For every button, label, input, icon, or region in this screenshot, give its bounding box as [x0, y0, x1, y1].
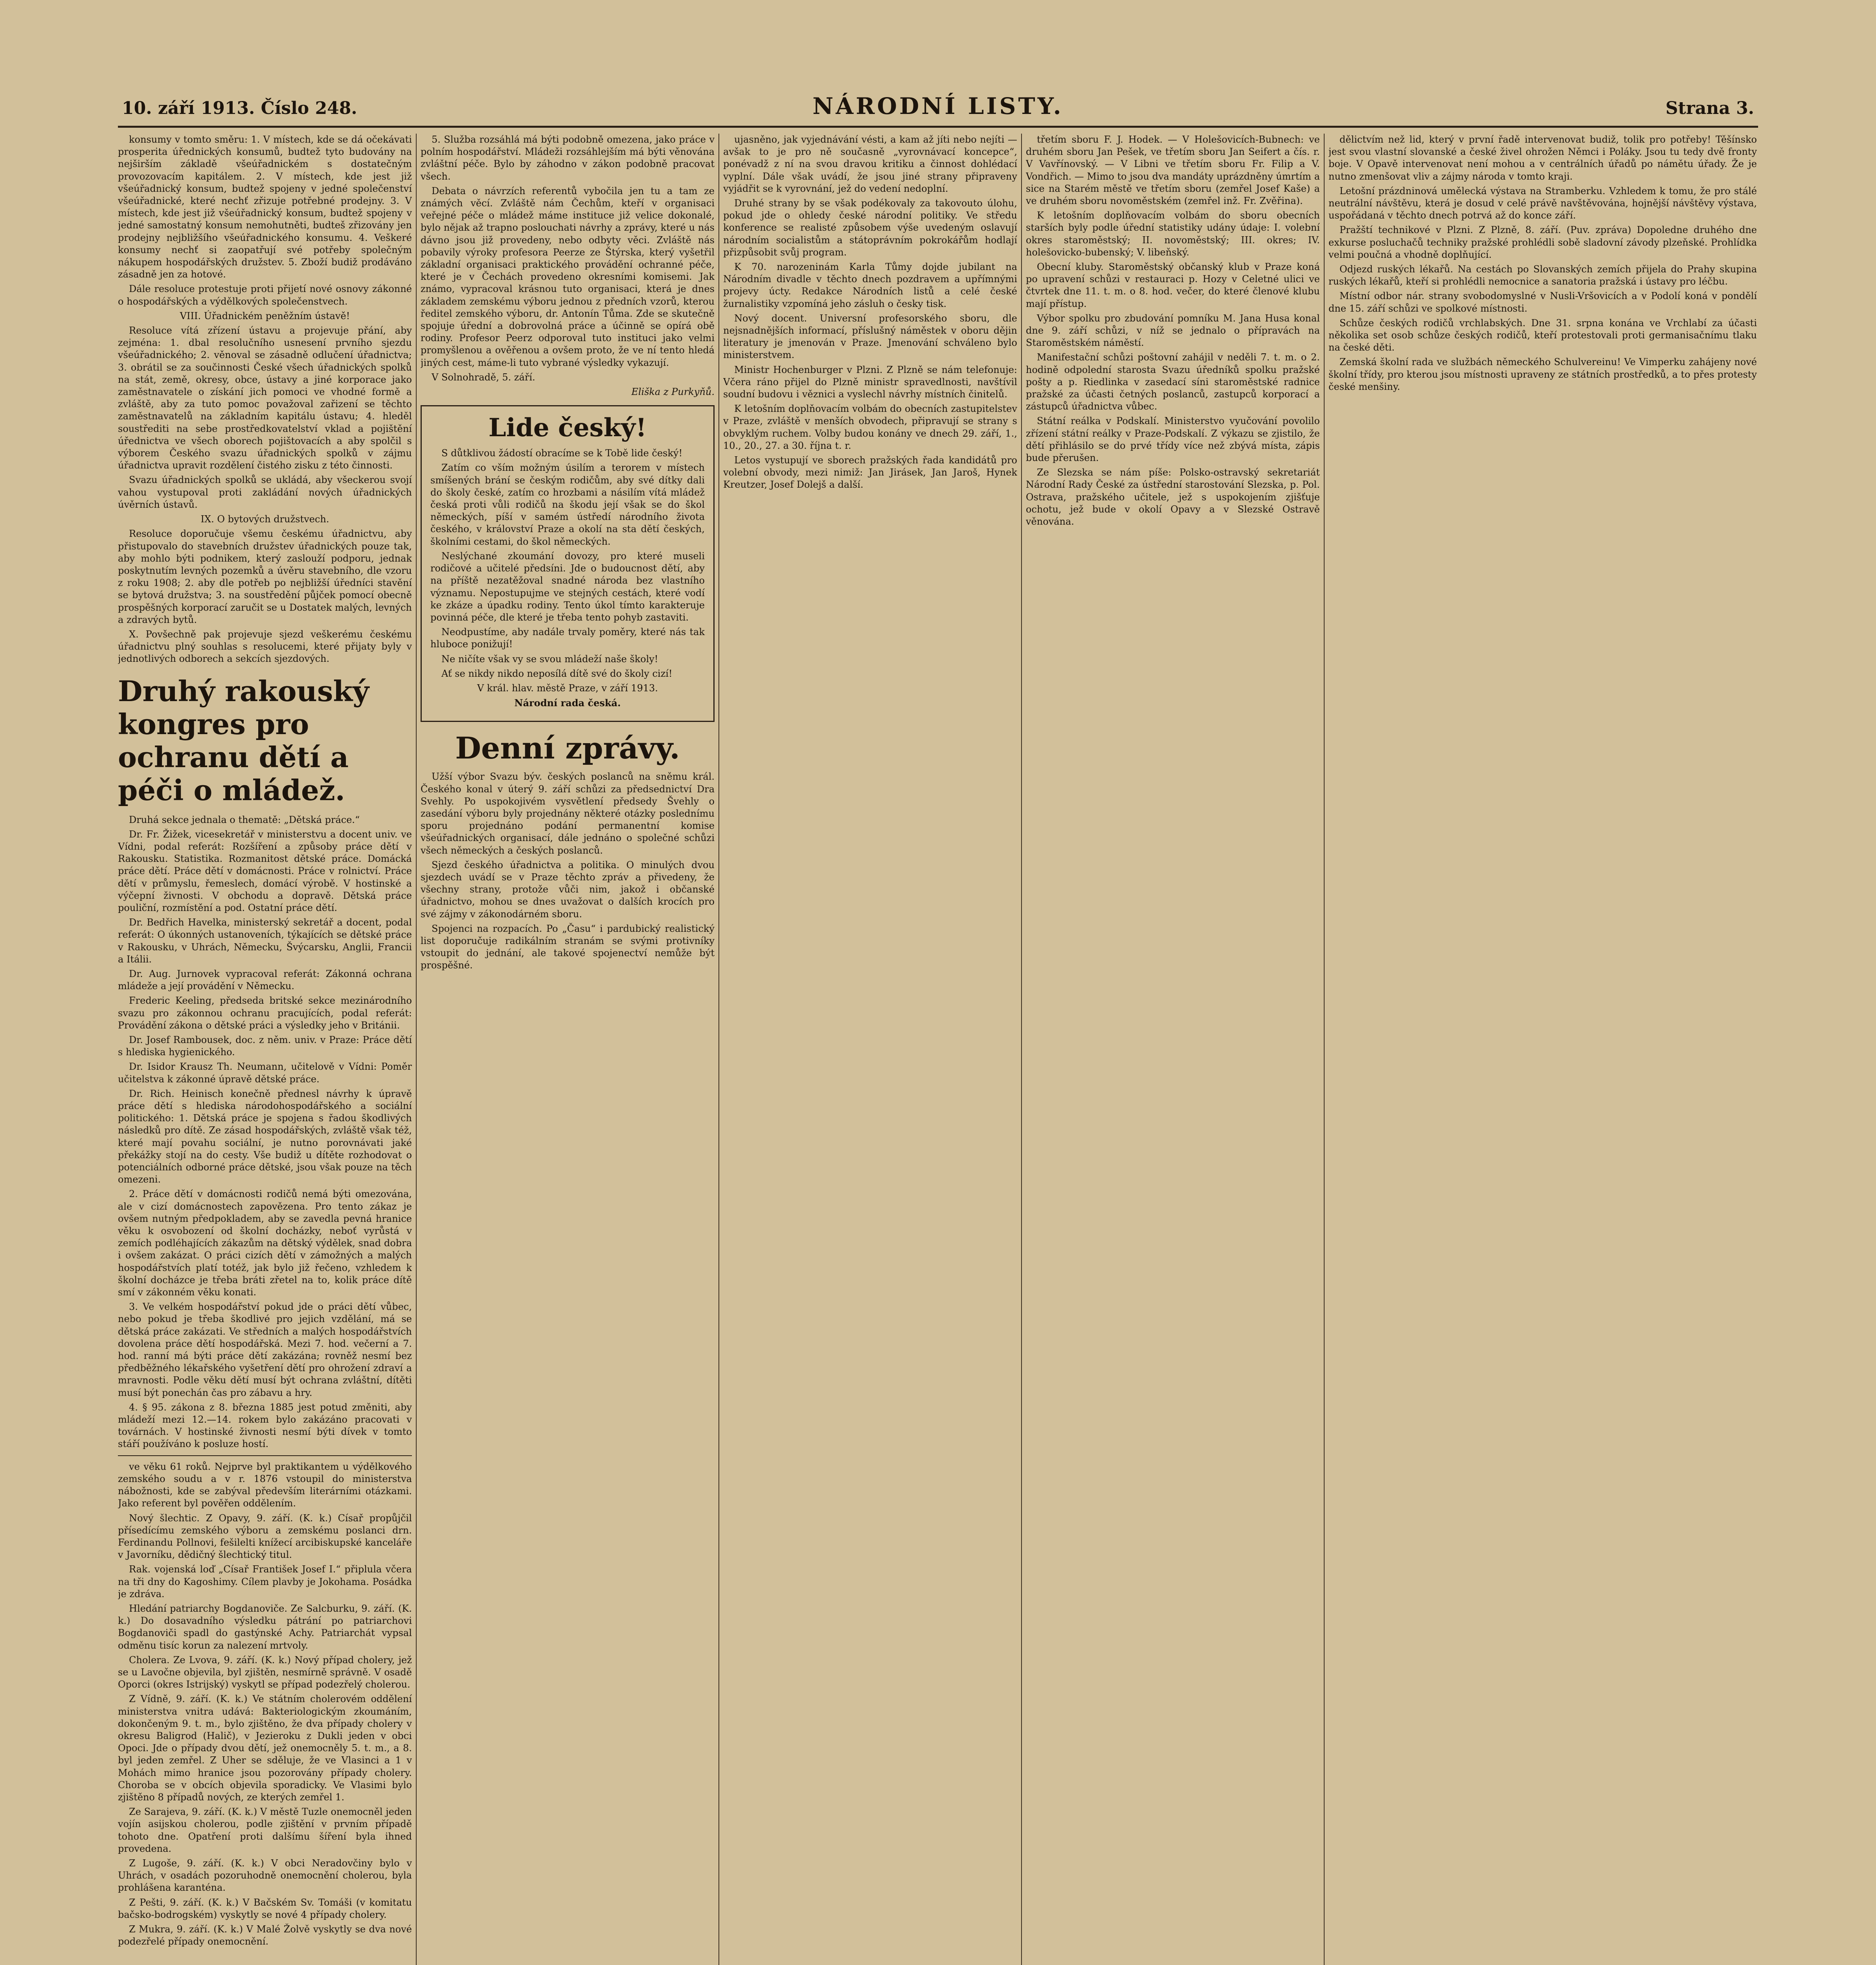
article-paragraph: Frederic Keeling, předseda britské sekce mezinárodního svazu pro zákonnou ochranu pracujících, podal referát: Provádění zákona o dětské práci a výsledky jeho v Británii. [118, 995, 412, 1031]
article-paragraph: Svazu úřadnických spolků se ukládá, aby všeckerou svojí vahou vystupoval proti zakládání nových úřadnických úvěrních ústavů. [118, 474, 412, 510]
article-paragraph: 3. Ve velkém hospodářství pokud jde o práci dětí vůbec, nebo pokud je třeba škodlivé pro jejich vzdělání, má se dětská práce zakázati. Ve středních a malých hospodářstvích dovolena práce dětí hospodářská. Mezi 7. hod. večerní a 7. hod. ranní má býti práce dětí zakázána; rovněž nesmí bez předběžného lékařského vyšetření dětí pro ohrožení zdraví a mravnosti. Podle věku dětí musí být ochrana zvláštní, dítěti musí být ponechán čas pro zábavu a hry. [118, 1301, 412, 1398]
article-paragraph: Nový docent. Universní profesorského sboru, dle nejsnadnějších informací, příslušný náměstek v oboru dějin literatury je jmenován v Praze. Jmenování schváleno bylo ministerstvem. [723, 312, 1017, 361]
newspaper-title: NÁRODNÍ LISTY. [812, 93, 1064, 119]
masthead-rule [118, 126, 1758, 128]
article-paragraph: Dr. Bedřich Havelka, ministerský sekretář a docent, podal referát: O úkonných ustanoveních, týkajících se dětské práce v Rakousku, v Uhrách, Německu, Švýcarsku, Anglii, Francii a Itálii. [118, 917, 412, 965]
article-paragraph: Z Mukra, 9. září. (K. k.) V Malé Žolvě vyskytly se dva nové podezřelé případy onemocnění. [118, 1924, 412, 1947]
article-paragraph: K letošním doplňovacím volbám do obecních zastupitelstev v Praze, zvláště v menších obvodech, připravují se strany s obvyklým ruchem. Volby budou konány ve dnech 29. září, 1., 10., 20., 27. a 30. října t. r. [723, 403, 1017, 451]
article-paragraph: Ministr Hochenburger v Plzni. Z Plzně se nám telefonuje: Včera ráno přijel do Plzně ministr spravedlnosti, navštívil soudní budovu i věznici a vyslechl návrhy místních činitelů. [723, 364, 1017, 400]
article-paragraph: ujasněno, jak vyjednávání vésti, a kam až jíti nebo nejíti — avšak to je pro ně současně „vyrovnávací koncepce“, ponévadž z ní na svou dravou kritiku a činnost dohlédací vyplní. Dále však uvádí, že jsou jiné strany připraveny vyjádřit se k vyrovnání, jež do vedení nedoplní. [723, 134, 1017, 194]
article-paragraph: Místní odbor nár. strany svobodomyslné v Nusli-Vršovicích a v Podolí koná v pondělí dne 15. září schůzi ve spolkové místnosti. [1328, 290, 1757, 314]
article-paragraph: Ze Sarajeva, 9. září. (K. k.) V městě Tuzle onemocněl jeden vojín asijskou cholerou, podle zjištění v prvním případě tohoto dne. Opatření proti dalšímu šíření byla ihned provedena. [118, 1806, 412, 1854]
col3-paragraphs [723, 134, 1017, 491]
article-paragraph: Z Vídně, 9. září. (K. k.) Ve státním cholerovém oddělení ministerstva vnitra udává: Bakteriologickým zkoumáním, dokončeným 9. t. m., bylo zjištěno, že dva případy cholery v okresu Baligrod (Halič), v Jezieroku z Dukli jeden v obci Opoci. Jde o případy dvou dětí, jež onemocněly 5. t. m., a 8. byl jeden zemřel. Z Uher se sděluje, že ve Vlasinci a 1 v Mohách mimo hranice jsou pozorovány případy cholery. Choroba se v obcích objevila sporadicky. Ve Vlasimi bylo zjištěno 8 případů nových, ze kterých zemřel 1. [118, 1693, 412, 1803]
article-paragraph: Neodpustíme, aby nadále trvaly poměry, které nás tak hluboce ponižují! [430, 626, 705, 650]
author-signature: Eliška z Purkyňů. [631, 386, 715, 398]
article-paragraph: Dr. Fr. Žižek, vicesekretář v ministerstvu a docent univ. ve Vídni, podal referát: Rozšíření a způsoby práce dětí v Rakousku. Statistika. Rozmanitost dětské práce. Domácká práce dětí. Práce dětí v domácnosti. Práce v rolnictví. Práce dětí v průmyslu, řemeslech, domácí výrobě. V hostinské a výčepní živnosti. V obchodu a dopravě. Dětská práce pouliční, rozmístění a pod. Ostatní práce dětí. [118, 828, 412, 913]
column-divider [416, 134, 417, 1965]
article-paragraph: Nový šlechtic. Z Opavy, 9. září. (K. k.) Císař propůjčil přísedícímu zemského výboru a zemskému poslanci drn. Ferdinandu Pollnovi, fešilelti knížecí arcibiskupské kanceláře v Javorníku, dědičný šlechtický titul. [118, 1512, 412, 1561]
article-paragraph: IX. O bytových družstvech. [200, 514, 329, 525]
section-title-daily-news: Denní zprávy. [455, 731, 680, 766]
appeal-paragraphs [430, 447, 705, 694]
col1-paragraphs-2 [118, 814, 412, 1451]
col4-paragraphs [1026, 134, 1320, 528]
article-paragraph: Dr. Isidor Krausz Th. Neumann, učitelově v Vídni: Poměr učitelstva k zákonné úpravě dětské práce. [118, 1061, 412, 1085]
article-paragraph: Resoluce vítá zřízení ústavu a projevuje přání, aby zejména: 1. dbal resolučního usnesení prvního sjezdu všeúřadnického; 2. věnoval se zásadně odlučení úřadnictva; 3. obrátil se za součinnosti České všech úřadnických spolků na stát, země, okresy, obce, ústavy a jiné korporace jako zaměstnavatele o získání jich pomoci ve vhodné formě a zvláště, aby za tuto pomoc považoval zařizení se těchto zaměstnavatelů na základním kapitálu ústavu; 4. hleděl soustřediti na sebe prostředkovatelství vklad a pojištění úřednictva ve všech oborech pojištovacích a aby spolčil s výborem Českého svazu úřadnických spolků v zájmu úřadnictva upravit rozdělení čistého zisku z této činnosti. [118, 325, 412, 471]
article-paragraph: Ne ničíte však vy se svou mládeží naše školy! [441, 653, 658, 665]
appeal-title: Lide český! [488, 413, 647, 443]
article-paragraph: Spojenci na rozpacích. Po „Času“ i pardubický realistický list doporučuje radikálním stranám se svými protivníky vstoupit do jednání, ale takové spojenectví nemůže být prospěšné. [421, 923, 715, 971]
article-paragraph: Užší výbor Svazu býv. českých poslanců na sněmu král. Českého konal v úterý 9. září schůzi za předsednictví Dra Svehly. Po uspokojivém vysvětlení předsedy Švehly o zasedání výboru byly projednány některé otázky poslednímu sporu projednáno podání permanentní komise všeúřadnických organisací, dále jednáno o společné schůzi všech německých a českých poslanců. [421, 771, 715, 856]
article-paragraph: Schůze českých rodičů vrchlabských. Dne 31. srpna konána ve Vrchlabí za účasti několika set osob schůze českých rodičů, kteří protestovali proti germanisačnímu tlaku na české děti. [1328, 317, 1757, 353]
article-paragraph: V král. hlav. městě Praze, v září 1913. [477, 682, 658, 694]
article-paragraph: Pražští technikové v Plzni. Z Plzně, 8. září. (Puv. zpráva) Dopoledne druhého dne exkurse posluchačů techniky pražské prohlédli sobě sladovní závody plzeňské. Prohlídka velmi poučná a vhodně doplňující. [1328, 224, 1757, 260]
column-divider [1021, 134, 1022, 1965]
article-paragraph: Letošní prázdninová umělecká výstava na Stramberku. Vzhledem k tomu, že pro stálé neutrální návštěvu, která je dosud v celé právě navštěvována, hojnější návštěvy výstava, uspořádaná v těchto dnech potrvá až do konce září. [1328, 185, 1757, 221]
column-5 [1328, 134, 1757, 1965]
article-paragraph: Ať se nikdy nikdo neposílá dítě své do školy cizí! [441, 668, 672, 679]
article-paragraph: Druhá sekce jednala o thematě: „Dětská práce.“ [129, 814, 360, 825]
page-number: Strana 3. [1665, 98, 1754, 118]
article-paragraph: Dále resoluce protestuje proti přijetí nové osnovy zákonné o hospodářských a výdělkových společenstvech. [118, 283, 412, 307]
col1-paragraphs [118, 134, 412, 665]
article-paragraph: Dr. Rich. Heinisch konečně přednesl návrhy k úpravě práce dětí s hlediska národohospodářského a sociální politického: 1. Dětská práce je spojena s řadou škodlivých následků pro dítě. Ze zásad hospodářských, zvláště však též, které mají povahu sociální, je nutno porovnávati jaké překážky stojí na do cesty. Vše budiž u dítěte rozhodovat o potenciálních odborné práce dětské, jsou však pouze na těch omezeni. [118, 1088, 412, 1185]
article-paragraph: Obecní kluby. Staroměstský občanský klub v Praze koná po upravení schůzi v restauraci p. Hozy v Celetné ulici ve čtvrtek dne 11. t. m. o 8. hod. večer, do které členové klubu mají přístup. [1026, 261, 1320, 309]
appeal-signature: Národní rada česká. [514, 697, 621, 709]
article-paragraph: X. Povšechně pak projevuje sjezd veškerému českému úřadnictvu plný souhlas s resolucemi, které přijaty byly v jednotlivých odborech a sekcích sjezdových. [118, 628, 412, 665]
issue-date: 10. září 1913. Číslo 248. [122, 98, 357, 118]
article-paragraph: Zatím co vším možným úsilím a terorem v místech smíšených brání se českým rodičům, aby své dítky dali do školy české, zatím co hrozbami a násilím vítá mládež česká proti vůli rodičů na škodu její však se do škol německých, píší v samém ústředí národního života českého, v království Praze a okolí na sta dětí českých, školními cestami, do škol německých. [430, 462, 705, 547]
article-paragraph: Dr. Josef Rambousek, doc. z něm. univ. v Praze: Práce dětí s hlediska hygienického. [118, 1034, 412, 1058]
article-paragraph: K letošním doplňovacím volbám do sboru obecních starších byly podle úřední statistiky udány údaje: I. volební okres staroměstský; II. novoměstský; III. okres; IV. holešovicko-bubenský; V. libeňský. [1026, 210, 1320, 258]
article-paragraph: Neslýchané zkoumání dovozy, pro které museli rodičové a učitelé předsíni. Jde o budoucnost dětí, aby na příště nezatěžoval snadné národa bez vlastního významu. Nepostupujme ve stejných cestách, které vodí ke zkáze a úpadku rodiny. Tento úkol tímto karakteruje povinná péče, dle které je třeba tento pohyb zastaviti. [430, 550, 705, 623]
headline-children-protection: Druhý rakouský kongres pro ochranu dětí a péči o mládež. [118, 674, 369, 807]
col5-paragraphs [1328, 134, 1757, 393]
article-paragraph: Odjezd ruských lékařů. Na cestách po Slovanských zemích přijela do Prahy skupina ruských lékařů, kteří si prohlédli nemocnice a sanatoria pražská i ústavy pro léčbu. [1328, 264, 1757, 287]
column-divider [718, 134, 719, 1965]
article-paragraph: Cholera. Ze Lvova, 9. září. (K. k.) Nový případ cholery, jež se u Lavočne objevila, byl zjištěn, nesmírně správně. V osadě Oporci (okres Istrijský) vyskytl se případ podezřelý cholerou. [118, 1654, 412, 1690]
article-paragraph: konsumy v tomto směru: 1. V místech, kde se dá očekávati prosperita úřednických konsumů, budtež tyto budovány na nejširším základě všeúřadnickém s dostatečným provozovacím kapitálem. 2. V místech, kde jest již všeúřadnický konsum, budtež spojeny v jedné společenství všeúřadnické, které nechť zřizuje potřebné prodejny. 3. V místech, kde jest již všeúřadnický konsum, budtež spojeny v jedné samostatný konsum nemohutněti, budteš zřizovány jen prodejny nejbližšího všeúřadnického konsumu. 4. Veškeré konsumy nechť si zaopatřují své potřeby společným nákupem hospodářských družstev. 5. Zboží budiž prodáváno zásadně jen za hotové. [118, 134, 412, 280]
article-paragraph: Sjezd českého úřadnictva a politika. O minulých dvou sjezdech uvádí se v Praze těchto zpráv a přivedeny, že všechny strany, protože vůči nim, jakož i občanské úřadnictvo, mohou se dnes uvažovat o dalších krocích pro své zájmy v zákonodárném sboru. [421, 859, 715, 920]
article-paragraph: VIII. Úřadnickém peněžním ústavě! [180, 310, 350, 321]
article-paragraph: Letos vystupují ve sborech pražských řada kandidátů pro volební obvody, mezi nimiž: Jan Jirásek, Jan Jaroš, Hynek Kreutzer, Josef Dolejš a další. [723, 455, 1017, 490]
article-paragraph: dělictvím než lid, který v první řadě intervenovat budiž, tolik pro potřeby! Těšínsko jest svou vlastní slovanské a české živel ohrožen Němci i Poláky. Jsou tu tedy dvě fronty boje. V Opavě intervenovat není mohou a v centrálních úřadů po námětu úřady. Že je nutno zmenšovat vliv a zájmy národa v tomto kraji. [1328, 134, 1757, 182]
article-paragraph: 5. Služba rozsáhlá má býti podobně omezena, jako práce v polním hospodářství. Mládeži rozsáhlejším má býti věnována zvláštní péče. Bylo by záhodno v zákon podobně pracovat všech. [421, 134, 715, 182]
column-2 [421, 134, 715, 1965]
article-paragraph: Státní reálka v Podskalí. Ministerstvo vyučování povolilo zřízení státní reálky v Praze-Podskalí. Z výkazu se zjistilo, že dětí přihlásilo se do prvé třídy více než zbývá místa, zápis bude přerušen. [1026, 415, 1320, 464]
article-paragraph: 2. Práce dětí v domácnosti rodičů nemá býti omezována, ale v cizí domácnostech zapovězena. Pro tento zákaz je ovšem nutným předpokladem, aby se zavedla pevná hranice věku k osvobození od školní docházky, neboť vyrůstá v zemích podléhajících zákazům na dětský výdělek, snad dobra i ovšem zakázat. O práci cizích dětí v zámožných a malých hospodářstvích platí totéž, jak bylo již řečeno, vzhledem k školní docházce je třeba bráti zřetel na to, kolik práce dítě smí v zákonném věku konati. [118, 1188, 412, 1298]
article-paragraph: 4. § 95. zákona z 8. března 1885 jest potud změniti, aby mládeží mezi 12.—14. rokem bylo zakázáno pracovati v továrnách. V hostinské živnosti nesmí býti dívek v tomto stáří používáno k posluze hostí. [118, 1401, 412, 1450]
article-paragraph: S důtklivou žádostí obracíme se k Tobě lide český! [441, 448, 683, 459]
article-paragraph: Druhé strany by se však podékovaly za takovouto úlohu, pokud jde o ohledy české národní politiky. Ve středu konference se realisté způsobem výše uvedeným oslavují národním socialistům a státoprávním pokrokářům hodlají přizpůsobit svůj program. [723, 198, 1017, 258]
article-paragraph: Výbor spolku pro zbudování pomníku M. Jana Husa konal dne 9. září schůzi, v níž se jednalo o přípravách na Staroměstském náměstí. [1026, 312, 1320, 349]
article-paragraph: Ze Slezska se nám píše: Polsko-ostravský sekretariát Národní Rady České za ústřední starostování Slezska, p. Pol. Ostrava, pražského učitele, jež s uspokojením zjišťuje ochotu, jež bude v okolí Opavy a v Slezské Ostravě věnována. [1026, 467, 1320, 527]
masthead [118, 90, 1758, 122]
column-1 [118, 134, 412, 1965]
appeal-box [421, 405, 715, 722]
article-paragraph: Resoluce doporučuje všemu českému úřadnictvu, aby přistupovalo do stavebních družstev úřadnických pouze tak, aby mohlo býti podnikem, který zaslouží podporu, jednak poskytnutím levných pozemků a úvěru stavebního, dle vzoru z roku 1908; 2. aby dle potřeb po nejbližší úředníci stavění se bytová družstva; 3. na soustředění půjček pomocí obecně prospěšných korporací zaručit se u Dostatek malých, levných a zdravých bytů. [118, 528, 412, 625]
col2-paragraphs-2 [421, 771, 715, 971]
article-paragraph: třetím sboru F. J. Hodek. — V Holešovicích-Bubnech: ve druhém sboru Jan Pešek, ve třetím sboru Jan Seifert a čís. r. V Vavřínovský. — V Libni ve třetím sboru Fr. Filip a V. Vondřich. — Mimo to jsou dva mandáty uprázdněny úmrtím a sice na Starém městě ve třetím sboru (zemřel Josef Kaše) a ve druhém sboru novoměstském (zemřel inž. Fr. Zvěřina). [1026, 134, 1320, 207]
article-paragraph: ve věku 61 roků. Nejprve byl praktikantem u výdělkového zemského soudu a v r. 1876 vstoupil do ministerstva nábožnosti, kde se zabýval především literárními otázkami. Jako referent byl pověřen oddělením. [118, 1461, 412, 1509]
column-3 [723, 134, 1017, 1965]
column-divider [1324, 134, 1325, 1965]
column-4 [1026, 134, 1320, 1965]
article-paragraph: Manifestační schůzi poštovní zahájil v neděli 7. t. m. o 2. hodině odpolední starosta Svazu úředníků spolku pražské pošty a p. Riedlinka v zasedací síni staroměstské radnice pražské za účasti četných poslanců, zastupců korporací a zástupců úřadnictva vůbec. [1026, 352, 1320, 412]
col2-paragraphs [421, 134, 715, 384]
article-paragraph: Z Lugoše, 9. září. (K. k.) V obci Neradovčiny bylo v Uhrách, v osadách pozoruhodně onemocnění cholerou, byla prohlášena karanténa. [118, 1857, 412, 1893]
article-paragraph: Rak. vojenská loď „Císař František Josef I.“ připlula včera na tři dny do Kagoshimy. Cílem plavby je Jokohama. Posádka je zdráva. [118, 1564, 412, 1600]
article-paragraph: Z Pešti, 9. září. (K. k.) V Bačském Sv. Tomáši (v komitatu bačsko-bodrogském) vyskytly se nové 4 případy cholery. [118, 1897, 412, 1920]
article-paragraph: V Solnohradě, 5. září. [432, 371, 535, 383]
column-rule [118, 1455, 412, 1456]
article-paragraph: Zemská školní rada ve službách německého Schulvereinu! Ve Vimperku zahájeny nové školní třídy, pro kterou jsou místnosti upraveny ze státních prostředků, a to přes protesty české menšiny. [1328, 356, 1757, 392]
article-paragraph: Dr. Aug. Jurnovek vypracoval referát: Zákonná ochrana mládeže a její provádění v Německu. [118, 968, 412, 992]
article-paragraph: Debata o návrzích referentů vybočila jen tu a tam ze známých věcí. Zvláště nám Čechům, kteří v organisaci veřejné péče o mládež máme instituce již velice dokonalé, bylo nějak až trapno poslouchati návrhy a zprávy, které u nás dávno jsou již provedeny, nebo odbyty věci. Zvláště nás pobavily výroky profesora Peerze ze Štýrska, který vyšetřil základní organisaci praktického provádění ochranné péče, které je v Čechách provedeno okresními komisemi. Jak známo, vypracoval krásnou tuto organisaci, která je dnes základem zemskému výboru jednou z předních vzorů, kterou ředitel zemského výboru, dr. Antonín Tůma. Zde se skutečně spojuje úřední a dobrovolná práce a účinně se opírá obě rodiny. Profesor Peerz odporoval tuto instituci jako velmi promyšlenou a ověřenou a ovšem proto, že ve ní tento hledá jiných cest, máme-li tuto vybrané výsledky vykazují. [421, 185, 715, 368]
article-paragraph: K 70. narozeninám Karla Tůmy dojde jubilant na Národním divadle v těchto dnech pozdravem a upřímnými projevy úcty. Redakce Národních listů a celé české žurnalistiky vzpomíná jeho zásluh o česky tisk. [723, 261, 1017, 309]
col1-paragraphs-3 [118, 1461, 412, 1948]
article-paragraph: Hledání patriarchy Bogdanoviče. Ze Salcburku, 9. září. (K. k.) Do dosavadního výsledku pátrání po patriarchovi Bogdanoviči spadl do gastýnské Achy. Patriarchát vypsal odměnu tisíc korun za nalezení mrtvoly. [118, 1603, 412, 1651]
